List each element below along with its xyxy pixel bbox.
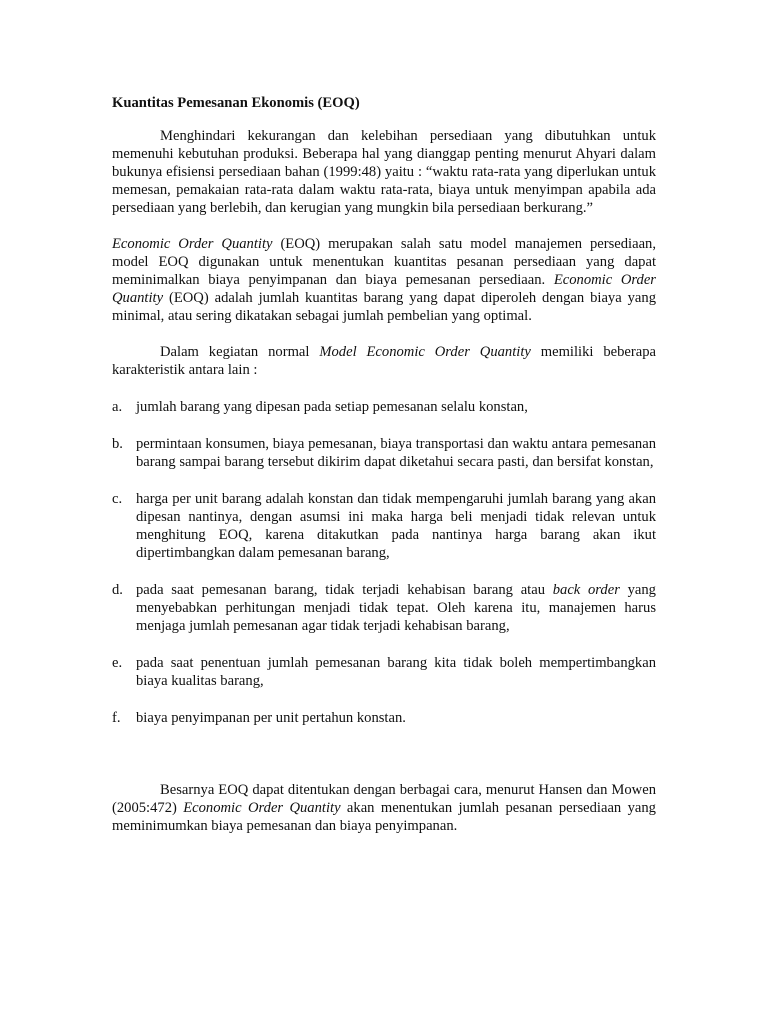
paragraph-text: Besarnya EOQ dapat ditentukan dengan berbagai cara, menurut Hansen dan Mowen (2005:472): [112, 782, 656, 816]
paragraph-text: Dalam kegiatan normal: [160, 344, 320, 360]
list-item-text: permintaan konsumen, biaya pemesanan, biaya transportasi dan waktu antara pemesanan barang sampai barang tersebut dikirim dapat diketahui secara pasti, dan bersifat konstan,: [136, 436, 656, 470]
list-item: [112, 398, 656, 416]
characteristics-list: [112, 398, 656, 727]
paragraph-text: memiliki beberapa karakteristik antara lain :: [112, 344, 656, 378]
paragraph-intro: Menghindari kekurangan dan kelebihan persediaan yang dibutuhkan untuk memenuhi kebutuhan produksi. Beberapa hal yang dianggap penting menurut Ahyari dalam bukunya efisiensi persediaan bahan (1999:48) yaitu : “waktu rata-rata yang diperlukan untuk memesan, pemakaian rata-rata dalam waktu rata-rata, biaya untuk menyimpan apabila ada persediaan yang berlebih, dan kerugian yang mungkin bila persediaan berkurang.”: [112, 128, 656, 216]
list-marker: b.: [112, 436, 123, 452]
list-item-text: pada saat penentuan jumlah pemesanan barang kita tidak boleh mempertimbangkan biaya kualitas barang,: [136, 655, 656, 689]
term-back-order: back order: [552, 582, 620, 598]
list-marker: e.: [112, 655, 123, 671]
term-model-eoq: Model Economic Order Quantity: [319, 344, 531, 360]
list-marker: a.: [112, 399, 123, 415]
paragraph-text: (EOQ) adalah jumlah kuantitas barang yang dapat diperoleh dengan biaya yang minimal, atau sering dikatakan sebagai jumlah pembelian yang optimal.: [112, 290, 656, 324]
term-economic-order-quantity: Economic Order Quantity: [112, 272, 656, 306]
list-item-text: pada saat pemesanan barang, tidak terjadi kehabisan barang atau: [136, 582, 553, 598]
term-economic-order-quantity: Economic Order Quantity: [183, 800, 341, 816]
paragraph-eoq-definition: [112, 235, 656, 325]
list-item: [112, 490, 656, 562]
document-title: Kuantitas Pemesanan Ekonomis (EOQ): [112, 95, 360, 111]
paragraph-eoq-method: [112, 781, 656, 835]
term-economic-order-quantity: Economic Order Quantity: [112, 236, 273, 252]
paragraph-text: (EOQ) merupakan salah satu model manajemen persediaan, model EOQ digunakan untuk menentukan kuantitas pesanan persediaan yang dapat meminimalkan biaya penyimpanan dan biaya pemesanan persediaan.: [112, 236, 657, 288]
list-item-text: jumlah barang yang dipesan pada setiap pemesanan selalu konstan,: [136, 399, 528, 415]
paragraph-text: akan menentukan jumlah pesanan persediaan yang meminimumkan biaya pemesanan dan biaya penyimpanan.: [112, 800, 656, 834]
list-item-text: yang menyebabkan perhitungan menjadi tidak tepat. Oleh karena itu, manajemen harus menjaga jumlah pemesanan agar tidak terjadi kehabisan barang,: [136, 582, 656, 634]
list-marker: f.: [112, 710, 121, 726]
list-item: [112, 435, 656, 471]
list-item-text: harga per unit barang adalah konstan dan tidak mempengaruhi jumlah barang yang akan dipesan nantinya, dengan asumsi ini maka harga beli menjadi tidak relevan untuk menghitung EOQ, karena ditakutkan pada nantinya harga barang akan ikut dipertimbangkan dalam pemesanan barang,: [136, 491, 656, 561]
list-item: [112, 709, 656, 727]
list-marker: d.: [112, 582, 123, 598]
paragraph-characteristics-intro: [112, 343, 656, 379]
list-item: [112, 581, 656, 635]
list-marker: c.: [112, 491, 123, 507]
list-item: [112, 654, 656, 690]
list-item-text: biaya penyimpanan per unit pertahun konstan.: [136, 710, 406, 726]
document-page: [112, 94, 656, 835]
